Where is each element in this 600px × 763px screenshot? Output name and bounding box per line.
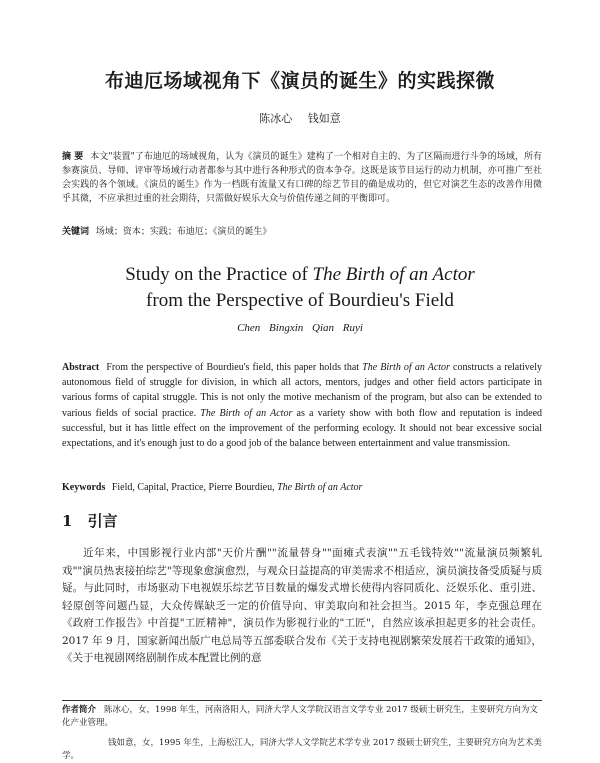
- english-keywords-text: Field, Capital, Practice, Pierre Bourdieu,: [111, 482, 278, 493]
- footnote-divider: [62, 700, 542, 701]
- section-heading: [62, 510, 118, 531]
- english-keywords-label: Keywords: [62, 482, 106, 493]
- english-keywords-italic: The Birth of an Actor: [277, 482, 363, 493]
- english-abstract-part2: constructs a relatively autonomous field of struggle for division, in which all actors, mentors, judges and other field actors participate in various forms of capital struggle. This is not only the motive mechanism of the program, but also can be extended to various fields of social practice.: [62, 362, 543, 419]
- english-keywords: [62, 481, 542, 495]
- english-abstract-part1: From the perspective of Bourdieu's field, this paper holds that: [106, 362, 363, 373]
- footnote-author2-text: 钱如意，女，1995 年生，上海松江人，同济大学人文学院艺术学专业 2017 级硕士研究生，主要研究方向为艺术美学。: [62, 738, 542, 761]
- english-title-italic: The Birth of an Actor: [312, 264, 475, 285]
- chinese-title: 布迪厄场域视角下《演员的诞生》的实践探微: [104, 70, 495, 92]
- english-title: [0, 262, 600, 314]
- chinese-abstract-label: 摘 要: [62, 152, 84, 162]
- chinese-abstract: [62, 150, 542, 206]
- footnote-label: 作者简介: [62, 705, 97, 715]
- english-authors: Chen Bingxin Qian Ruyi: [237, 322, 363, 334]
- body-paragraph: 近年来，中国影视行业内部"天价片酬""流量替身""面瘫式表演""五毛钱特效""流量演员频繁轧戏""演员热衷接拍综艺"等现象愈演愈烈，与观众日益提高的审美需求不相适应，演员演技备受质疑与质疑。与此同时，市场驱动下电视娱乐综艺节目数量的爆发式增长使得内容同质化、泛娱乐化、重引进、轻原创等问题凸显，大众传媒缺乏一定的价值导向、审美取向和社会担当。2015 年，李克强总理在《政府工作报告》中首提"工匠精神"，演员作为影视行业的"工匠"，自然应该承担起更多的社会责任。2017 年 9 月，国家新闻出版广电总局等五部委联合发布《关于支持电视剧繁荣发展若干政策的通知》，《关于电视剧网络剧制作成本配置比例的意: [62, 547, 542, 664]
- footnote-author1-text: 陈冰心，女，1998 年生，河南洛阳人，同济大学人文学院汉语言文学专业 2017 级硕士研究生，主要研究方向为文化产业管理。: [62, 705, 538, 728]
- english-abstract-italic2: The Birth of an Actor: [200, 407, 293, 419]
- chinese-abstract-text: 本文"装置"了布迪厄的场域视角，认为《演员的诞生》建构了一个相对自主的、为了区隔而进行斗争的场域，所有参赛演员、导师、评审等场域行动者都参与其中进行各种形式的资本争夺。这既是该节目运行的动力机制，亦可推广至社会实践的各个领域。《演员的诞生》作为一档既有流量又有口碑的综艺节目的确是成功的，但它对演艺生态的改善作用微乎其微，不应承担过重的社会期待，只需做好娱乐大众与价值传递之间的平衡即可。: [62, 152, 542, 204]
- footnote-author1: [62, 704, 542, 730]
- section-title: 引言: [87, 512, 118, 530]
- footnote-author2: [62, 737, 542, 763]
- english-title-line1: [0, 262, 600, 288]
- english-abstract-italic1: The Birth of an Actor: [362, 362, 450, 373]
- english-title-prefix: Study on the Practice of: [125, 264, 313, 285]
- chinese-authors: 陈冰心 钱如意: [259, 112, 341, 125]
- english-abstract: [62, 360, 542, 451]
- chinese-keywords: [62, 225, 542, 239]
- english-abstract-part3: as a variety show with both flow and reputation is indeed successful, but it has little effect on the improvement of the performing ecology. It should not bear excessive social expectations, and it's enough just to do a good job of the balance between entertainment and value transmission.: [62, 407, 543, 450]
- english-abstract-label: Abstract: [62, 362, 100, 373]
- chinese-keywords-label: 关键词: [62, 227, 90, 237]
- section-number: 1: [62, 512, 73, 530]
- chinese-keywords-text: 场域；资本；实践；布迪厄；《演员的诞生》: [95, 227, 272, 237]
- english-title-line2: from the Perspective of Bourdieu's Field: [146, 290, 454, 311]
